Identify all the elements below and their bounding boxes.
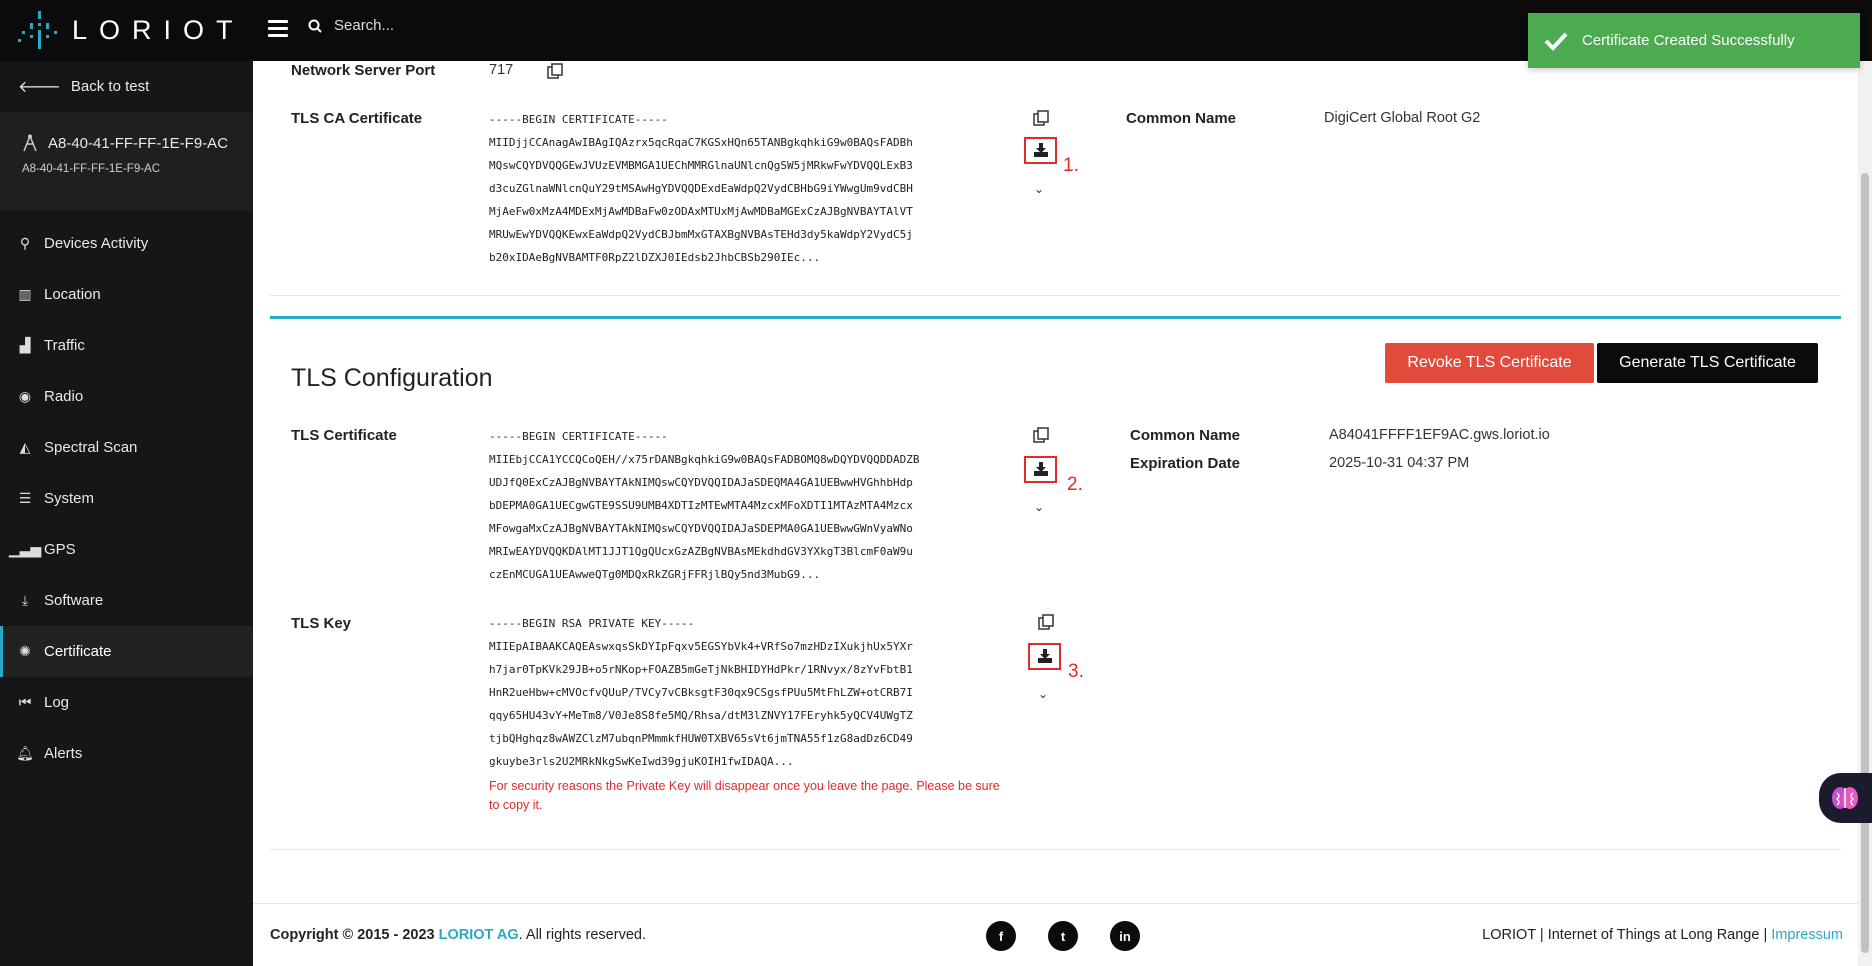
footer-right	[1482, 927, 1843, 943]
tls-cert-label: TLS Certificate	[291, 427, 397, 444]
sidebar-item-radio[interactable]	[0, 371, 253, 422]
ca-common-name-value: DigiCert Global Root G2	[1324, 110, 1481, 126]
certificate-icon: ✺	[19, 643, 31, 659]
logo-mark-icon	[18, 11, 62, 49]
gateway-card[interactable]	[0, 112, 253, 210]
marker-2: 2.	[1067, 474, 1083, 495]
gateway-id: A8-40-41-FF-FF-1E-F9-AC	[22, 163, 161, 175]
download-icon	[1033, 462, 1049, 477]
copy-tls-cert-button[interactable]	[1029, 423, 1053, 447]
search-box[interactable]	[308, 17, 394, 34]
chevron-down-icon[interactable]: ⌄	[1034, 182, 1045, 196]
download-tls-key-button[interactable]	[1028, 643, 1061, 670]
linkedin-icon[interactable]: in	[1110, 921, 1140, 951]
company-link[interactable]: LORIOT AG	[438, 927, 519, 943]
social-links	[986, 921, 1140, 951]
sidebar-item-spectral-scan[interactable]	[0, 422, 253, 473]
copy-icon	[547, 63, 563, 79]
copyright	[270, 927, 646, 943]
search-icon	[308, 19, 322, 33]
rewind-icon: ⏮	[18, 694, 32, 710]
copy-tls-key-button[interactable]	[1034, 610, 1058, 634]
sidebar-item-certificate[interactable]	[0, 626, 253, 677]
sidebar-item-label: System	[44, 490, 95, 507]
sidebar-item-system[interactable]	[0, 473, 253, 524]
sidebar-item-devices-activity[interactable]	[0, 218, 253, 269]
sidebar-item-label: Software	[44, 592, 104, 609]
sidebar-item-gps[interactable]	[0, 524, 253, 575]
area-chart-icon: ◭	[19, 439, 31, 455]
tls-config-title: TLS Configuration	[291, 364, 493, 392]
copy-icon	[1033, 427, 1049, 443]
footer	[253, 903, 1872, 966]
sidebar-item-label: Spectral Scan	[44, 439, 138, 456]
antenna-icon	[22, 134, 38, 152]
chevron-down-icon[interactable]: ⌄	[1034, 500, 1045, 514]
activity-icon: ⚲	[19, 235, 31, 251]
gateway-name: A8-40-41-FF-FF-1E-F9-AC	[48, 134, 229, 152]
sidebar-item-label: Alerts	[44, 745, 83, 762]
sidebar-item-alerts[interactable]	[0, 728, 253, 779]
bell-icon: 🔔︎	[16, 745, 34, 761]
sidebar-item-traffic[interactable]	[0, 320, 253, 371]
copy-port-button[interactable]	[543, 59, 567, 83]
sidebar-item-label: Certificate	[44, 643, 112, 660]
sidebar-item-label: GPS	[44, 541, 76, 558]
chevron-down-icon[interactable]: ⌄	[1038, 687, 1049, 701]
sliders-icon: ☰	[18, 490, 32, 506]
network-port-value: 717	[489, 62, 514, 78]
radio-icon: ◉	[18, 388, 32, 404]
success-toast[interactable]	[1528, 13, 1860, 68]
divider	[270, 295, 1841, 296]
copy-icon	[1033, 110, 1049, 126]
download-icon	[1033, 143, 1049, 158]
sidebar-item-log[interactable]	[0, 677, 253, 728]
copy-ca-button[interactable]	[1029, 106, 1053, 130]
marker-1: 1.	[1063, 155, 1079, 176]
bar-chart-icon: ▟	[19, 337, 31, 353]
brain-icon	[1831, 785, 1859, 811]
search-placeholder[interactable]: Search...	[334, 17, 395, 34]
download-icon: ⤓	[21, 592, 29, 608]
sidebar-item-label: Log	[44, 694, 70, 711]
sidebar-item-label: Location	[44, 286, 101, 303]
main-content	[253, 61, 1872, 966]
checkmark-icon	[1544, 31, 1568, 51]
hamburger-menu-button[interactable]	[268, 20, 288, 38]
tls-common-name-value: A84041FFFF1EF9AC.gws.loriot.io	[1329, 427, 1550, 443]
expiration-date-label: Expiration Date	[1130, 455, 1241, 472]
scrollbar-thumb[interactable]	[1861, 173, 1869, 953]
signal-icon: ▁▃▅	[8, 541, 42, 557]
impressum-link[interactable]: Impressum	[1771, 927, 1843, 943]
sidebar	[0, 61, 253, 966]
sidebar-item-label: Traffic	[44, 337, 85, 354]
expiration-date-value: 2025-10-31 04:37 PM	[1329, 455, 1470, 471]
ca-common-name-label: Common Name	[1126, 110, 1237, 127]
tls-key-text: -----BEGIN RSA PRIVATE KEY----- MIIEpAIBAAKCAQEAswxqsSkDYIpFqxv5EGSYbVk4+VRfSo7mzHDzIXukjhUx5YXr h7jar0TpKVk29JB+o5rNKop+FOAZB5mGeTjNkBHIDYHdPkr/1RNvyx/8zYvFbtB1 HnR2ueHbw+cMVOcfvQUuP/TVCy7vCBksgtF30qx9CSgsfPUu5MtFhLZW+otCRB7I qqy65HU43vY+MeTm8/V0Je8S8fe5MQ/Rhsa/dtM3lZNVY17FEryhk5yQCV4UWgTZ tjbQHghqz8wAWZClzM7ubqnPMmmkfHUW0TXBV65sVt6jmTNA55f1zG8adDz6CD49 gkuybe3rls2U2MRkNkgSwKeIwd39gjuKOIH1fwIDAQA...	[489, 617, 913, 768]
back-link[interactable]	[0, 61, 253, 112]
tls-cert-text: -----BEGIN CERTIFICATE----- MIIEbjCCA1YCCQCoQEH//x75rDANBgkqhkiG9w0BAQsFADBOMQ8wDQYDVQQDDADZB UDJfQ0ExCzAJBgNVBAYTAkNIMQswCQYDVQQIDAJaSDEQMA4GA1UEBwwHVGhhbHdp bDEPMA0GA1UECgwGTE9SSU9UMB4XDTIzMTEwMTA4MzcxMFoXDTI1MTAzMTA4Mzcx MFowgaMxCzAJBgNVBAYTAkNIMQswCQYDVQQIDAJaSDEPMA0GA1UEBwwGWnVyaWNo MRIwEAYDVQQKDAlMT1JJT1QgQUcxGzAZBgNVBAsMEkdhdGV3YXkgT3BlcmF0aW9u czEnMCUGA1UEAwweQTg0MDQxRkZGRjFFRjlBQy5nd3MubG9...	[489, 430, 920, 581]
assistant-brain-button[interactable]	[1819, 773, 1872, 823]
tls-ca-cert-text: -----BEGIN CERTIFICATE----- MIIDjjCCAnagAwIBAgIQAzrx5qcRqaC7KGSxHQn65TANBgkqhkiG9w0BAQsFADBh MQswCQYDVQQGEwJVUzEVMBMGA1UEChMMRGlnaUNlcnQgSW5jMRkwFwYDVQQLExB3 d3cuZGlnaWNlcnQuY29tMSAwHgYDVQQDExdEaWdpQ2VydCBHbG9iYWwgUm9vdCBH MjAeFw0xMzA4MDExMjAwMDBaFw0zODAxMTUxMjAwMDBaMGExCzAJBgNVBAYTAlVT MRUwEwYDVQQKEwxEaWdpQ2VydCBJbmMxGTAXBgNVBAsTEHd3dy5kaWdpY2VydC5j b20xIDAeBgNVBAMTF0RpZ2lDZXJ0IEdsb2JhbCBSb290IEc...	[489, 113, 913, 264]
toast-message: Certificate Created Successfully	[1582, 32, 1795, 49]
twitter-icon[interactable]: t	[1048, 921, 1078, 951]
loriot-logo[interactable]	[18, 9, 245, 51]
download-tls-cert-button[interactable]	[1024, 456, 1057, 483]
private-key-warning: For security reasons the Private Key will disappear once you leave the page. Please be sure to copy it.	[489, 779, 1000, 812]
scrollbar[interactable]	[1858, 61, 1872, 966]
download-icon	[1037, 649, 1053, 664]
tls-ca-label: TLS CA Certificate	[291, 110, 423, 127]
copy-icon	[1038, 614, 1054, 630]
sidebar-item-label: Radio	[44, 388, 84, 405]
logo-text: LORIOT	[72, 14, 245, 45]
network-port-label: Network Server Port	[291, 62, 436, 79]
marker-3: 3.	[1068, 661, 1084, 682]
facebook-icon[interactable]: f	[986, 921, 1016, 951]
section-accent-line	[270, 316, 1841, 319]
sidebar-item-label: Devices Activity	[44, 235, 149, 252]
tls-key-label: TLS Key	[291, 615, 352, 632]
tls-common-name-label: Common Name	[1130, 427, 1241, 444]
sidebar-item-location[interactable]	[0, 269, 253, 320]
revoke-tls-button[interactable]: Revoke TLS Certificate	[1385, 343, 1594, 383]
map-icon: ▥	[18, 286, 32, 302]
tagline: LORIOT | Internet of Things at Long Range |	[1482, 927, 1768, 943]
divider	[270, 849, 1841, 850]
arrow-left-icon: 🡐	[18, 79, 61, 96]
back-label: Back to test	[70, 78, 150, 95]
sidebar-item-software[interactable]	[0, 575, 253, 626]
rights-text: . All rights reserved.	[518, 927, 646, 943]
copyright-text: Copyright © 2015 - 2023	[270, 927, 435, 943]
generate-tls-button[interactable]: Generate TLS Certificate	[1597, 343, 1818, 383]
download-ca-button[interactable]	[1024, 137, 1057, 164]
